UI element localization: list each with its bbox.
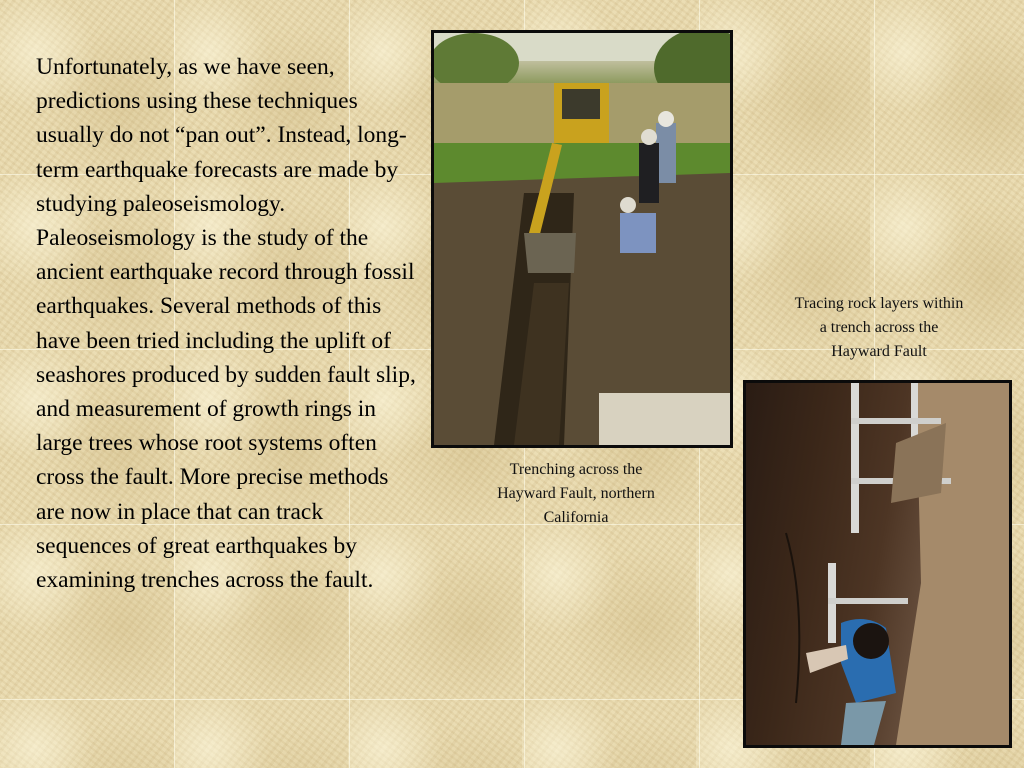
- trenching-photo: [431, 30, 733, 448]
- body-paragraph: Unfortunately, as we have seen, predictions using these techniques usually do not “pan out”. Instead, long-term earthquake forecasts are made by studying paleoseismology. Paleoseismology is the study of the ancient earthquake record through fossil earthquakes. Several methods of this have been tried including the uplift of seashores produced by sudden fault slip, and measurement of growth rings in large trees whose root systems often cross the fault. More precise methods are now in place that can track sequences of great earthquakes by examining trenches across the fault.: [36, 54, 416, 594]
- rock-layers-caption: Tracing rock layers within a trench across the Hayward Fault: [794, 295, 964, 360]
- trenching-caption: Trenching across the Hayward Fault, northern California: [497, 461, 655, 526]
- rock-layers-photo: [743, 380, 1012, 748]
